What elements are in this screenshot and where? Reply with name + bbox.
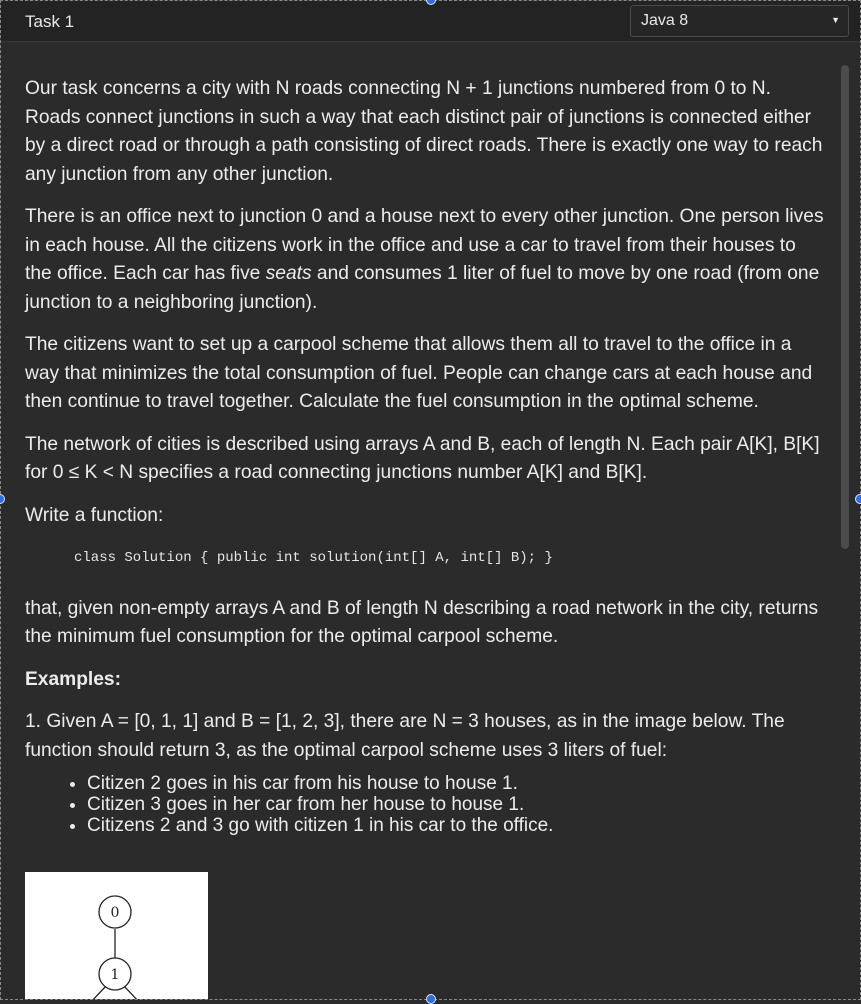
resize-handle-bottom[interactable] (426, 994, 436, 1004)
paragraph-office: There is an office next to junction 0 and a house next to every other junction. One person lives in each house. All the citizens work in the office and use a car to travel from their houses to the office. Each car has five seats and consumes 1 liter of fuel to move by one road (from one junction to a neighboring junction). (25, 206, 824, 313)
node-0-label: 0 (110, 905, 120, 921)
example-1: 1. Given A = [0, 1, 1] and B = [1, 2, 3], there are N = 3 houses, as in the image below. The function should return 3, as the optimal carpool scheme uses 3 liters of fuel: (25, 711, 785, 761)
examples-heading: Examples: (25, 668, 121, 690)
example-tree-figure (25, 872, 208, 1000)
task-description (25, 75, 855, 836)
paragraph-returns: that, given non-empty arrays A and B of length N describing a road network in the city, returns the minimum fuel consumption for the optimal carpool scheme. (25, 597, 819, 647)
dropdown-caret-icon: ▼ (831, 15, 840, 25)
list-item: • Citizens 2 and 3 go with citizen 1 in his car to the office. (87, 815, 855, 836)
task-title: Task 1 (25, 12, 75, 31)
function-signature-code: class Solution { public int solution(int[] A, int[] B); } (74, 550, 553, 566)
write-function-label: Write a function: (25, 504, 164, 526)
seats-emphasis: seats (265, 263, 312, 284)
node-1-label: 1 (110, 967, 120, 983)
example-1-steps (25, 773, 855, 836)
edge-1-3 (123, 985, 141, 1000)
resize-handle-right[interactable] (855, 494, 861, 504)
paragraph-network: The network of cities is described using arrays A and B, each of length N. Each pair A[K], B[K] for 0 ≤ K < N specifies a road connecting junctions number A[K] and B[K]. (25, 433, 820, 483)
task-header (1, 1, 860, 42)
edge-1-2 (89, 985, 107, 1000)
paragraph-carpool: The citizens want to set up a carpool scheme that allows them all to travel to the office in a way that minimizes the total consumption of fuel. People can change cars at each house and then continue to travel together. Calculate the fuel consumption in the optimal scheme. (25, 334, 813, 412)
paragraph-intro: Our task concerns a city with N roads connecting N + 1 junctions numbered from 0 to N. Roads connect junctions in such a way that each distinct pair of junctions is connected either by a direct road or through a path consisting of direct roads. There is exactly one way to reach any junction from any other junction. (25, 78, 823, 185)
tree-diagram (25, 872, 208, 1000)
list-item: • Citizen 3 goes in her car from her house to house 1. (87, 794, 855, 815)
language-select-value: Java 8 (641, 12, 689, 29)
language-select[interactable] (630, 5, 849, 37)
scrollbar-thumb[interactable] (841, 65, 849, 549)
list-item: • Citizen 2 goes in his car from his house to house 1. (87, 773, 855, 794)
